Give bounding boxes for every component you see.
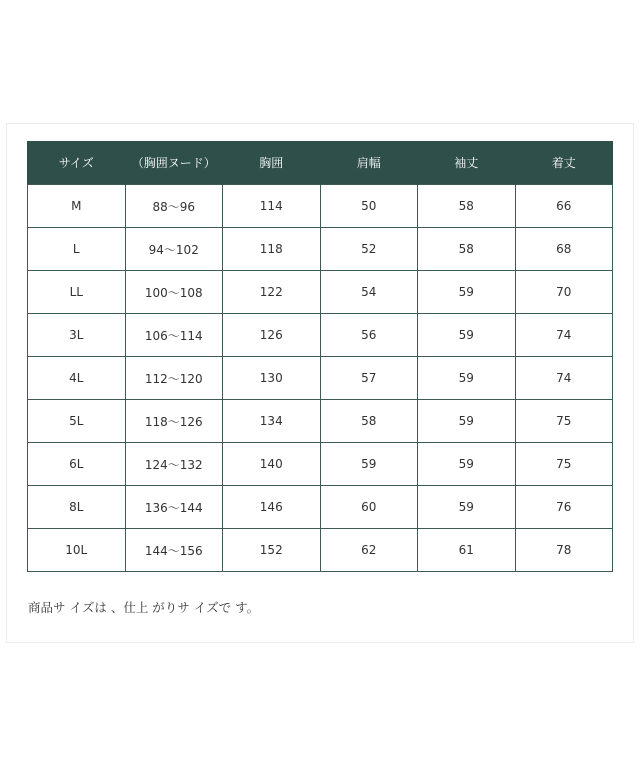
- cell-chest-nude: 136〜144: [125, 486, 223, 529]
- table-row: [28, 228, 613, 271]
- header-chest-nude: （胸囲ヌード）: [125, 141, 223, 185]
- cell-shoulder-width: 57: [320, 357, 418, 400]
- cell-chest-nude: 100〜108: [125, 271, 223, 314]
- cell-size: 6L: [28, 443, 126, 486]
- cell-shoulder-width: 54: [320, 271, 418, 314]
- cell-sleeve-length: 58: [418, 185, 516, 228]
- cell-sleeve-length: 58: [418, 228, 516, 271]
- cell-size: 5L: [28, 400, 126, 443]
- cell-sleeve-length: 59: [418, 400, 516, 443]
- cell-sleeve-length: 59: [418, 314, 516, 357]
- cell-size: M: [28, 185, 126, 228]
- cell-body-length: 75: [515, 443, 613, 486]
- cell-sleeve-length: 59: [418, 357, 516, 400]
- header-chest: 胸囲: [223, 141, 321, 185]
- table-row: [28, 185, 613, 228]
- cell-chest: 152: [223, 529, 321, 572]
- size-table: [27, 141, 613, 572]
- cell-body-length: 76: [515, 486, 613, 529]
- cell-size: 8L: [28, 486, 126, 529]
- cell-chest: 146: [223, 486, 321, 529]
- table-row: [28, 271, 613, 314]
- cell-sleeve-length: 59: [418, 271, 516, 314]
- cell-body-length: 75: [515, 400, 613, 443]
- table-row: [28, 357, 613, 400]
- cell-shoulder-width: 62: [320, 529, 418, 572]
- table-row: [28, 314, 613, 357]
- header-shoulder-width: 肩幅: [320, 141, 418, 185]
- header-body-length: 着丈: [515, 141, 613, 185]
- header-size: サイズ: [28, 141, 126, 185]
- table-row: [28, 443, 613, 486]
- header-row: [28, 141, 613, 185]
- cell-size: 10L: [28, 529, 126, 572]
- table-row: [28, 400, 613, 443]
- cell-sleeve-length: 61: [418, 529, 516, 572]
- cell-chest-nude: 106〜114: [125, 314, 223, 357]
- cell-shoulder-width: 50: [320, 185, 418, 228]
- table-row: [28, 529, 613, 572]
- cell-chest: 126: [223, 314, 321, 357]
- cell-shoulder-width: 58: [320, 400, 418, 443]
- cell-chest-nude: 124〜132: [125, 443, 223, 486]
- cell-shoulder-width: 56: [320, 314, 418, 357]
- cell-chest-nude: 118〜126: [125, 400, 223, 443]
- cell-chest-nude: 94〜102: [125, 228, 223, 271]
- cell-body-length: 78: [515, 529, 613, 572]
- cell-sleeve-length: 59: [418, 486, 516, 529]
- cell-body-length: 70: [515, 271, 613, 314]
- size-note: 商品サ イズは 、仕上 がりサ イズで す。: [28, 600, 260, 615]
- table-row: [28, 486, 613, 529]
- cell-chest-nude: 112〜120: [125, 357, 223, 400]
- cell-chest-nude: 144〜156: [125, 529, 223, 572]
- size-table-body: [28, 185, 613, 572]
- size-table-header: [28, 141, 613, 185]
- cell-size: 4L: [28, 357, 126, 400]
- cell-body-length: 66: [515, 185, 613, 228]
- cell-chest: 114: [223, 185, 321, 228]
- cell-chest: 140: [223, 443, 321, 486]
- header-sleeve-length: 袖丈: [418, 141, 516, 185]
- cell-size: LL: [28, 271, 126, 314]
- cell-chest: 134: [223, 400, 321, 443]
- cell-size: 3L: [28, 314, 126, 357]
- cell-body-length: 74: [515, 314, 613, 357]
- cell-chest: 118: [223, 228, 321, 271]
- cell-shoulder-width: 52: [320, 228, 418, 271]
- cell-body-length: 68: [515, 228, 613, 271]
- cell-body-length: 74: [515, 357, 613, 400]
- cell-size: L: [28, 228, 126, 271]
- cell-shoulder-width: 59: [320, 443, 418, 486]
- cell-shoulder-width: 60: [320, 486, 418, 529]
- cell-chest: 130: [223, 357, 321, 400]
- cell-chest-nude: 88〜96: [125, 185, 223, 228]
- cell-sleeve-length: 59: [418, 443, 516, 486]
- cell-chest: 122: [223, 271, 321, 314]
